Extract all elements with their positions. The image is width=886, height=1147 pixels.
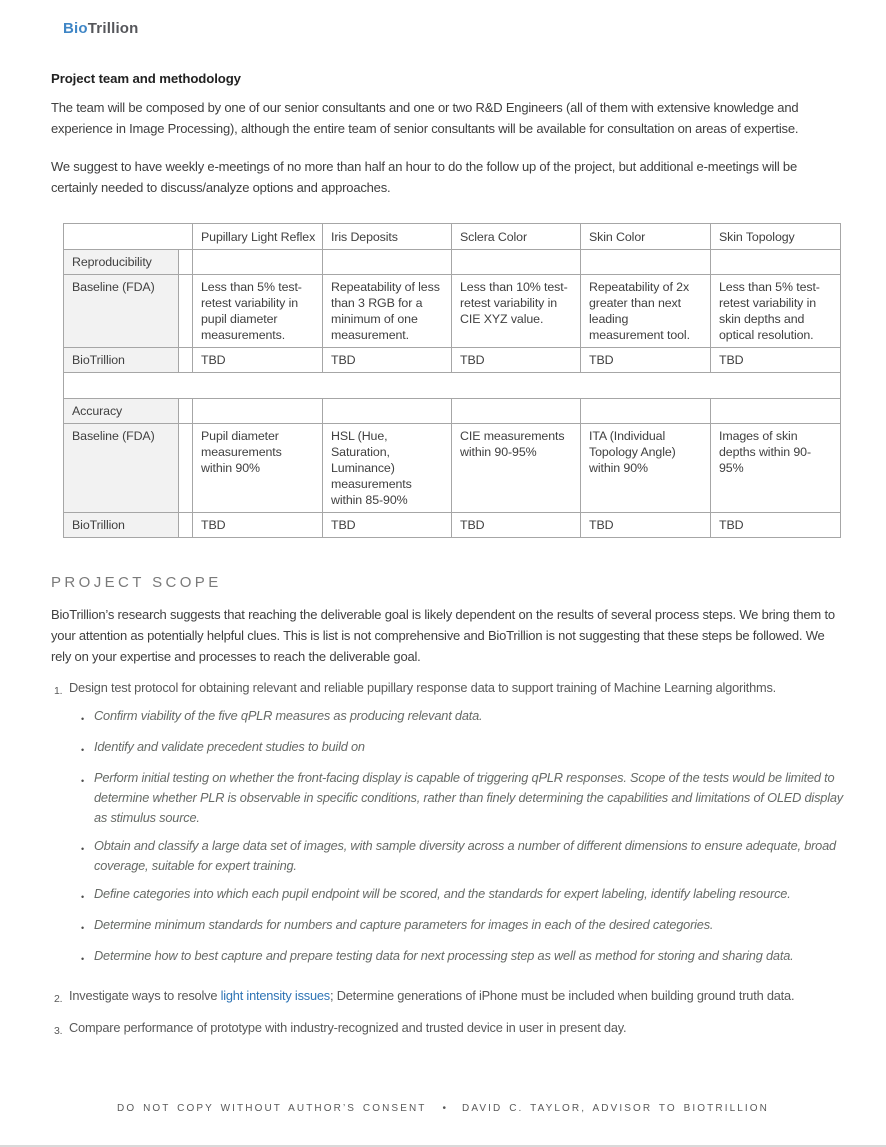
table-cell: HSL (Hue, Saturation, Luminance) measurements within 85-90%	[323, 424, 452, 513]
scope-intro-paragraph: BioTrillion’s research suggests that reaching the deliverable goal is likely dependent on the results of several process steps. We bring them to your attention as potentially helpful clues. This is list is not comprehensive and BioTrillion is not suggesting that these steps be followed. We rely on your expertise and processes to reach the deliverable goal.	[51, 607, 835, 664]
row-label: BioTrillion	[64, 348, 179, 373]
spacer-cell	[179, 424, 193, 513]
methodology-paragraph-1: The team will be composed by one of our senior consultants and one or two R&D Engineers (all of them with extensive knowledge and experience in Image Processing), although the entire team of senior consultants will be available for consultation on areas of expertise.	[51, 100, 799, 136]
column-header: Sclera Color	[452, 224, 581, 250]
empty-cell	[452, 250, 581, 275]
column-header: Iris Deposits	[323, 224, 452, 250]
spec-table	[63, 223, 841, 538]
sub-bullet-list	[81, 706, 845, 969]
bullet-icon: •	[81, 714, 84, 724]
sub-bullet-item	[81, 884, 845, 907]
sub-bullet-text: Confirm viability of the five qPLR measures as producing relevant data.	[94, 708, 483, 723]
empty-cell	[581, 399, 711, 424]
table-cell: Repeatability of 2x greater than next leading measurement tool.	[581, 275, 711, 348]
table-cell: Less than 5% test-retest variability in skin depths and optical resolution.	[711, 275, 841, 348]
sub-bullet-item	[81, 768, 845, 828]
column-header: Skin Topology	[711, 224, 841, 250]
section-label-row	[64, 399, 841, 424]
empty-cell	[711, 399, 841, 424]
table-cell: TBD	[452, 513, 581, 538]
biotrillion-logo	[63, 20, 845, 38]
section-gap-row	[64, 373, 841, 399]
column-header: Skin Color	[581, 224, 711, 250]
bullet-icon: •	[81, 892, 84, 902]
list-item-text: Investigate ways to resolve light intensity issues; Determine generations of iPhone must be included when building ground truth data.	[69, 988, 795, 1003]
table-row	[64, 513, 841, 538]
table-cell: TBD	[193, 513, 323, 538]
column-header: Pupillary Light Reflex	[193, 224, 323, 250]
methodology-paragraph-2: We suggest to have weekly e-meetings of no more than half an hour to do the follow up of the project, but additional e-meetings will be certainly needed to discuss/analyze options and approaches.	[51, 159, 797, 195]
bullet-icon: •	[81, 745, 84, 755]
table-corner-cell	[64, 224, 193, 250]
scope-list-item	[54, 678, 845, 977]
table-cell: TBD	[452, 348, 581, 373]
table-cell: TBD	[711, 348, 841, 373]
sub-bullet-text: Define categories into which each pupil endpoint will be scored, and the standards for expert labeling, identify labeling resource.	[94, 886, 791, 901]
list-item-text: Design test protocol for obtaining relevant and reliable pupillary response data to support training of Machine Learning algorithms.	[69, 680, 777, 695]
spacer-cell	[179, 348, 193, 373]
empty-cell	[323, 399, 452, 424]
table-row	[64, 424, 841, 513]
table-cell: TBD	[323, 513, 452, 538]
sub-bullet-text: Identify and validate precedent studies to build on	[94, 739, 365, 754]
section-label-row	[64, 250, 841, 275]
empty-cell	[581, 250, 711, 275]
spacer-cell	[179, 250, 193, 275]
spacer-cell	[179, 275, 193, 348]
bullet-icon: •	[81, 923, 84, 933]
table-cell: Less than 5% test-retest variability in pupil diameter measurements.	[193, 275, 323, 348]
table-row	[64, 275, 841, 348]
list-item-body	[69, 678, 845, 977]
empty-cell	[193, 250, 323, 275]
scope-list-item	[54, 986, 845, 1009]
empty-cell	[452, 399, 581, 424]
sub-bullet-text: Obtain and classify a large data set of images, with sample diversity across a number of different dimensions to ensure adequate, broad coverage, suitable for expert training.	[94, 838, 836, 873]
list-item-number: 3.	[54, 1025, 63, 1037]
table-header-row	[64, 224, 841, 250]
table-cell: CIE measurements within 90-95%	[452, 424, 581, 513]
spacer-cell	[179, 513, 193, 538]
sub-bullet-item	[81, 737, 845, 760]
table-cell: ITA (Individual Topology Angle) within 90%	[581, 424, 711, 513]
empty-cell	[711, 250, 841, 275]
table-cell: TBD	[323, 348, 452, 373]
table-cell: TBD	[581, 348, 711, 373]
table-cell: TBD	[711, 513, 841, 538]
table-cell: TBD	[193, 348, 323, 373]
row-label: BioTrillion	[64, 513, 179, 538]
sub-bullet-text: Determine how to best capture and prepare testing data for next processing step as well as method for storing and sharing data.	[94, 948, 794, 963]
page-footer	[0, 1103, 886, 1114]
footer-disclaimer: DO NOT COPY WITHOUT AUTHOR’S CONSENT	[117, 1103, 427, 1114]
sub-bullet-item	[81, 915, 845, 938]
section-label: Reproducibility	[64, 250, 179, 275]
list-item-text: Compare performance of prototype with industry-recognized and trusted device in user in present day.	[69, 1020, 627, 1035]
section-label: Accuracy	[64, 399, 179, 424]
list-item-number: 2.	[54, 993, 63, 1005]
sub-bullet-text: Perform initial testing on whether the front-facing display is capable of triggering qPLR responses. Scope of the tests would be limited to determine whether PLR is observable in specific conditions, rather than finely determining the capabilities and limitations of OLED display as stimulus source.	[94, 770, 843, 825]
list-item-body	[69, 1018, 845, 1041]
sub-bullet-text: Determine minimum standards for numbers and capture parameters for images in each of the desired categories.	[94, 917, 714, 932]
section-gap-cell	[64, 373, 841, 399]
sub-bullet-item	[81, 706, 845, 729]
project-scope-heading: PROJECT SCOPE	[51, 574, 222, 591]
row-label: Baseline (FDA)	[64, 275, 179, 348]
spec-table-body	[64, 224, 841, 538]
spacer-cell	[179, 399, 193, 424]
logo-trillion-text: Trillion	[87, 20, 139, 37]
row-label: Baseline (FDA)	[64, 424, 179, 513]
list-item-number: 1.	[54, 685, 63, 697]
bullet-icon: •	[81, 844, 84, 854]
empty-cell	[193, 399, 323, 424]
table-cell: Pupil diameter measurements within 90%	[193, 424, 323, 513]
table-row	[64, 348, 841, 373]
bullet-icon: •	[81, 776, 84, 786]
table-cell: Repeatability of less than 3 RGB for a minimum of one measurement.	[323, 275, 452, 348]
table-cell: Less than 10% test-retest variability in CIE XYZ value.	[452, 275, 581, 348]
light-intensity-issues-link[interactable]: light intensity issues	[220, 988, 330, 1003]
sub-bullet-item	[81, 946, 845, 969]
bullet-icon: •	[81, 954, 84, 964]
footer-author: DAVID C. TAYLOR, ADVISOR TO BIOTRILLION	[462, 1103, 769, 1114]
table-cell: Images of skin depths within 90-95%	[711, 424, 841, 513]
scope-list-item	[54, 1018, 845, 1041]
footer-separator-dot: •	[442, 1103, 447, 1114]
empty-cell	[323, 250, 452, 275]
table-cell: TBD	[581, 513, 711, 538]
sub-bullet-item	[81, 836, 845, 876]
methodology-heading: Project team and methodology	[51, 71, 241, 86]
logo-bio-text: Bio	[63, 20, 88, 37]
list-item-body	[69, 986, 845, 1009]
scope-list	[54, 678, 845, 1041]
